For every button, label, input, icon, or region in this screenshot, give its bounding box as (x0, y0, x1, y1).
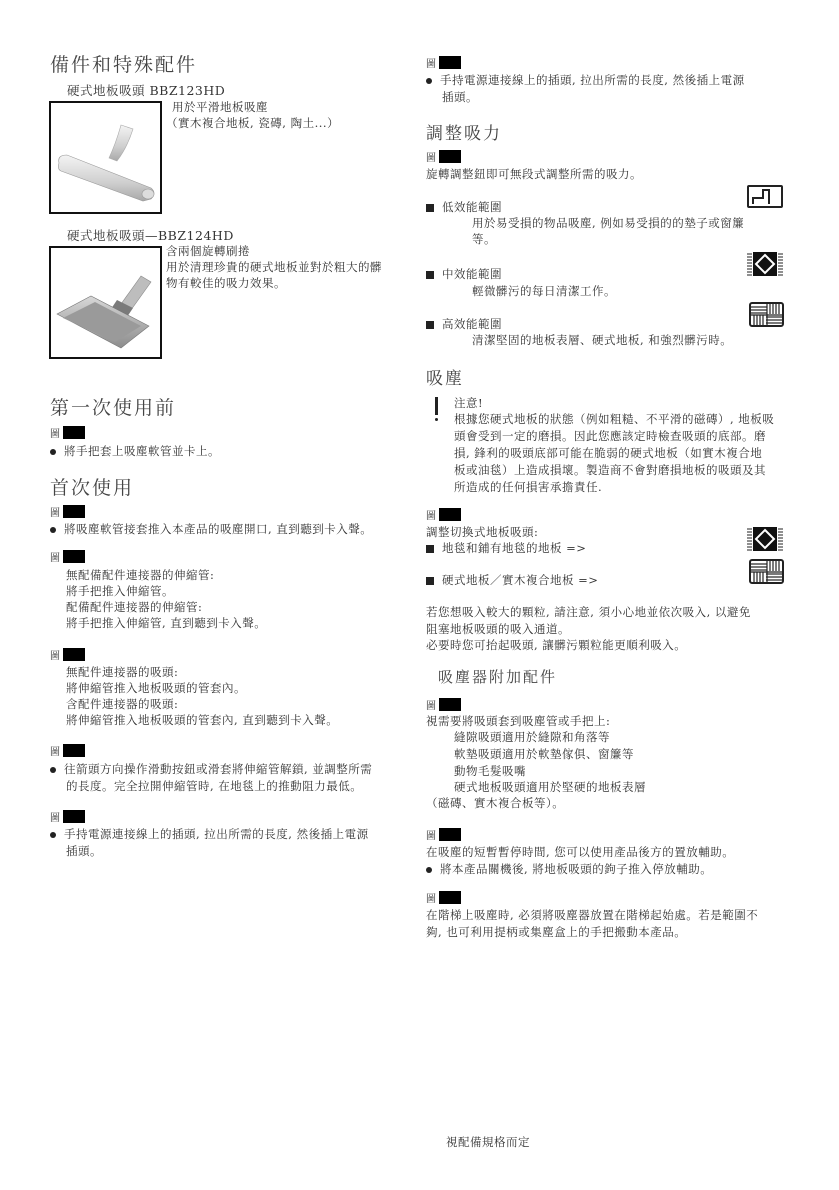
section-title-attachments: 吸塵器附加配件 (438, 668, 558, 686)
accessory-desc-line: 用於清理珍貴的硬式地板並對於粗大的髒 (166, 260, 382, 274)
footer-note: 視配備規格而定 (446, 1135, 530, 1149)
floor-option-hard (426, 572, 598, 588)
square-bullet-icon (426, 271, 434, 279)
switch-title: 調整切換式地板吸頭: (426, 525, 539, 539)
power-level-desc: 用於易受損的物品吸塵, 例如易受損的的墊子或窗簾 (472, 216, 745, 230)
section-title-first-use: 首次使用 (50, 477, 135, 499)
instruction-line: 無配備配件連接器的伸縮管: (66, 568, 215, 582)
figure-reference (50, 744, 85, 757)
power-level-label: 高效能範圍 (442, 317, 502, 331)
warning-title: 注意! (454, 396, 484, 410)
square-bullet-icon (426, 545, 434, 553)
figure-label: 圖 (426, 59, 436, 70)
power-level-high (426, 316, 502, 332)
hard-floor-icon (749, 559, 784, 584)
instruction-line: 配備配件連接器的伸縮管: (66, 600, 203, 614)
section-title-accessories: 備件和特殊配件 (50, 54, 198, 76)
figure-number-box (63, 426, 85, 439)
intro-text: 旋轉調整鈕即可無段式調整所需的吸力。 (426, 167, 642, 181)
power-level-desc: 輕微髒污的每日清潔工作。 (472, 284, 616, 298)
warning-line: 根據您硬式地板的狀態（例如粗糙、不平滑的磁磚）, 地板吸 (454, 412, 775, 426)
hard-floor-nozzle-image (49, 101, 162, 214)
section-title-before-first-use: 第一次使用前 (50, 397, 177, 419)
roller-nozzle-illustration (51, 248, 160, 357)
figure-reference (426, 508, 461, 521)
figure-number-box (439, 891, 461, 904)
figure-label: 圖 (50, 651, 60, 662)
attachment-item: 硬式地板吸頭適用於堅硬的地板表層 (454, 780, 646, 794)
power-level-label: 中效能範圍 (442, 267, 502, 281)
bullet-continuation: 的長度。完全拉開伸縮管時, 在地毯上的推動阻力最低。 (66, 779, 363, 793)
attachment-item: 軟墊吸頭適用於軟墊傢俱、窗簾等 (454, 747, 634, 761)
figure-number-box (439, 508, 461, 521)
figure-label: 圖 (426, 894, 436, 905)
figure-label: 圖 (50, 813, 60, 824)
accessory-desc-line: （實木複合地板, 瓷磚, 陶土...） (166, 116, 340, 130)
bullet-item: 將本產品關機後, 將地板吸頭的鉤子推入停放輔助。 (426, 861, 712, 877)
figure-label: 圖 (50, 508, 60, 519)
attachment-tail: （磁磚、實木複合板等）。 (426, 796, 565, 810)
figure-number-box (63, 648, 85, 661)
power-level-desc: 等。 (472, 232, 496, 246)
power-level-low (426, 199, 502, 215)
figure-label: 圖 (426, 701, 436, 712)
accessory-name-bbz123hd: 硬式地板吸頭 BBZ123HD (67, 83, 226, 98)
accessory-desc-line: 含兩個旋轉刷捲 (166, 244, 250, 258)
instruction-line: 將伸縮管推入地板吸頭的管套內。 (66, 681, 246, 695)
instruction-line: 將手把推入伸縮管, 直到聽到卡入聲。 (66, 616, 267, 630)
floor-option-carpet (426, 540, 586, 556)
attachments-intro: 視需要將吸頭套到吸塵管或手把上: (426, 714, 611, 728)
section-title-vacuuming: 吸塵 (426, 369, 464, 389)
figure-label: 圖 (50, 553, 60, 564)
figure-label: 圖 (50, 747, 60, 758)
attachment-item: 動物毛髮吸嘴 (454, 764, 526, 778)
section-title-adjust-suction: 調整吸力 (426, 124, 502, 144)
floor-option-label: 地毯和鋪有地毯的地板 => (442, 541, 587, 555)
square-bullet-icon (426, 204, 434, 212)
floor-option-label: 硬式地板／實木複合地板 => (442, 573, 599, 587)
bullet-item: 手持電源連接線上的插頭, 拉出所需的長度, 然後插上電源 (50, 826, 369, 842)
square-bullet-icon (426, 321, 434, 329)
figure-reference (426, 828, 461, 841)
figure-reference (50, 505, 85, 518)
figure-reference (426, 698, 461, 711)
warning-line: 所造成的任何損害承擔責任. (454, 480, 603, 494)
figure-number-box (439, 56, 461, 69)
warning-exclamation-icon (434, 397, 438, 423)
figure-number-box (63, 505, 85, 518)
accessory-desc-line: 物有較佳的吸力效果。 (166, 276, 286, 290)
figure-label: 圖 (426, 831, 436, 842)
power-level-label: 低效能範圍 (442, 200, 502, 214)
figure-number-box (439, 828, 461, 841)
warning-line: 頭會受到一定的磨損。因此您應該定時檢查吸頭的底部。磨 (454, 429, 766, 443)
hard-floor-icon (749, 302, 784, 327)
figure-number-box (63, 744, 85, 757)
figure-label: 圖 (50, 429, 60, 440)
figure-reference (50, 426, 85, 439)
square-bullet-icon (426, 577, 434, 585)
warning-line: 板或油毯）上造成損壞。製造商不會對磨損地板的吸頭及其 (454, 463, 766, 477)
figure-reference (50, 810, 85, 823)
carpet-icon (747, 252, 783, 276)
stairs-line: 夠, 也可利用提柄或集塵盒上的手把搬動本產品。 (426, 925, 687, 939)
accessory-name-bbz124hd: 硬式地板吸頭—BBZ124HD (67, 228, 234, 243)
figure-number-box (439, 150, 461, 163)
figure-reference (426, 891, 461, 904)
figure-number-box (63, 550, 85, 563)
bullet-continuation: 插頭。 (66, 844, 102, 858)
figure-number-box (63, 810, 85, 823)
stairs-line: 在階梯上吸塵時, 必須將吸塵器放置在階梯起始處。若是範圍不 (426, 908, 759, 922)
power-level-desc: 清潔堅固的地板表層、硬式地板, 和強烈髒污時。 (472, 333, 733, 347)
instruction-line: 無配件連接器的吸頭: (66, 665, 179, 679)
figure-label: 圖 (426, 153, 436, 164)
instruction-line: 將伸縮管推入地板吸頭的管套內, 直到聽到卡入聲。 (66, 713, 339, 727)
t-nozzle-illustration (51, 103, 160, 212)
figure-reference (426, 150, 461, 163)
low-power-icon (747, 185, 783, 208)
bullet-item: 手持電源連接線上的插頭, 拉出所需的長度, 然後插上電源 (426, 72, 745, 88)
parking-intro: 在吸塵的短暫暫停時間, 您可以使用產品後方的置放輔助。 (426, 845, 735, 859)
power-level-medium (426, 266, 502, 282)
bullet-item: 將手把套上吸塵軟管並卡上。 (50, 443, 220, 459)
bullet-continuation: 插頭。 (442, 90, 478, 104)
figure-number-box (439, 698, 461, 711)
warning-line: 損, 鋒利的吸頭底部可能在脆弱的硬式地板（如實木複合地 (454, 446, 763, 460)
figure-label: 圖 (426, 511, 436, 522)
carpet-icon (747, 527, 783, 551)
figure-reference (50, 648, 85, 661)
bullet-item: 將吸塵軟管接套推入本產品的吸塵開口, 直到聽到卡入聲。 (50, 521, 372, 537)
note-line: 阻塞地板吸頭的吸入通道。 (426, 622, 570, 636)
accessory-desc-line: 用於平滑地板吸塵 (172, 100, 268, 114)
instruction-line: 將手把推入伸縮管。 (66, 584, 174, 598)
figure-reference (426, 56, 461, 69)
hard-floor-nozzle-roller-image (49, 246, 162, 359)
instruction-line: 含配件連接器的吸頭: (66, 697, 179, 711)
note-line: 必要時您可抬起吸頭, 讓髒污顆粒能更順利吸入。 (426, 638, 687, 652)
attachment-item: 縫隙吸頭適用於縫隙和角落等 (454, 730, 610, 744)
figure-reference (50, 550, 85, 563)
note-line: 若您想吸入較大的顆粒, 請注意, 須小心地並依次吸入, 以避免 (426, 605, 751, 619)
bullet-item: 往箭頭方向操作滑動按鈕或滑套將伸縮管解鎖, 並調整所需 (50, 761, 372, 777)
